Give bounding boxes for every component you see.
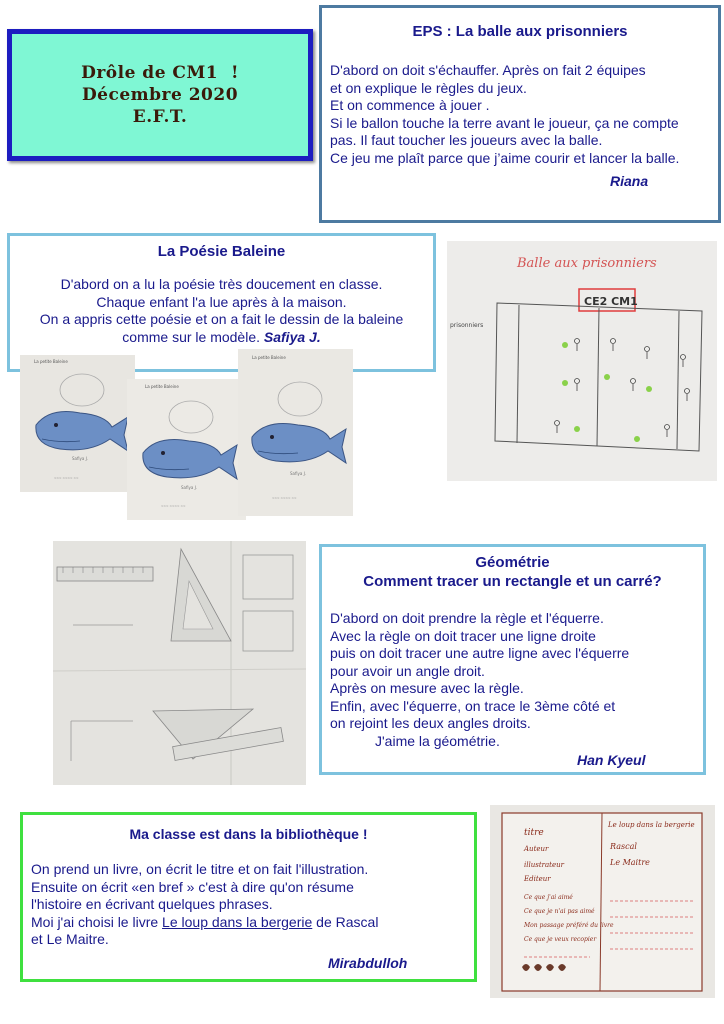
sheet-value: Rascal [610,842,637,851]
drawing-side-note: prisonniers [450,322,484,329]
eps-line: Si le ballon touche la terre avant le joueur, ça ne compte [330,114,679,131]
poesie-author: Safiya J. [263,328,321,345]
title-line-1: Drôle de CM1 ! [81,63,239,83]
geometrie-subtitle: Comment tracer un rectangle et un carré? [363,573,662,590]
sheet-book-title: Le loup dans la bergerie [608,821,695,829]
title-line-3: E.F.T. [132,107,188,127]
poesie-line: Chaque enfant l'a lue après à la maison. [96,293,347,310]
newsletter-title-box [7,29,313,161]
book-sheet-photo [490,805,715,998]
bibliotheque-article [20,812,477,982]
geometry-photo [53,541,306,785]
poesie-line: D'abord on a lu la poésie très doucement en classe. [60,276,383,292]
svg-text:≈≈≈ ≈≈≈≈ ≈≈: ≈≈≈ ≈≈≈≈ ≈≈ [272,496,297,500]
eps-line: pas. Il faut toucher les joueurs avec la balle. [330,132,603,148]
whale-signature: Safiya J. [181,485,198,490]
geometrie-line: pour avoir un angle droit. [330,662,485,679]
sheet-value: Le Maitre [610,858,650,867]
svg-text:≈≈≈ ≈≈≈≈ ≈≈: ≈≈≈ ≈≈≈≈ ≈≈ [161,504,186,508]
geometrie-line: puis on doit tracer une autre ligne avec l'équerre [330,645,630,661]
choice-suffix: de Rascal [312,913,379,930]
bibliotheque-author: Mirabdulloh [328,955,408,971]
poesie-line [18,329,425,347]
whale-signature: Safiya J. [72,456,89,461]
geometrie-article [319,544,706,775]
whale-caption: La petite Baleine [34,359,68,364]
eps-line: Ce jeu me plaît parce que j’aime courir et lancer la balle. [330,149,680,166]
whale-caption: La petite Baleine [252,355,286,360]
svg-text:≈≈≈ ≈≈≈≈ ≈≈: ≈≈≈ ≈≈≈≈ ≈≈ [54,476,79,480]
whale-drawing-photo [20,355,135,492]
drawing-heading: Balle aux prisonniers [517,256,657,271]
geometrie-line: on rejoint les deux angles droits. [330,715,531,731]
bibliotheque-line: et Le Maitre. [31,931,109,947]
eps-author: Riana [610,173,649,189]
sheet-label: Mon passage préféré du livre [524,922,614,929]
whale-signature: Safiya J. [290,471,307,476]
geometrie-line: Avec la règle on doit tracer une ligne droite [330,627,596,644]
choice-prefix: Moi j'ai choisi le livre [31,913,163,930]
geometrie-closing: J'aime la géométrie. [375,732,500,749]
geometrie-line: Enfin, avec l'équerre, on trace le 3ème côté et [330,697,616,714]
eps-line: et on explique le règles du jeux. [330,79,527,96]
geometrie-line: D'abord on doit prendre la règle et l'équerre. [330,610,604,626]
bibliotheque-line: On prend un livre, on écrit le titre et on fait l'illustration. [31,861,369,877]
poesie-title: La Poésie Baleine [157,243,286,260]
sheet-label: Ce que je veux recopier [524,936,597,943]
eps-line: D'abord on doit s'échauffer. Après on fait 2 équipes [330,62,646,78]
sheet-label: Editeur [524,875,551,883]
bibliotheque-title: Ma classe est dans la bibliothèque ! [129,826,368,842]
geometrie-title: Géométrie [475,554,550,571]
sheet-label: Ce que je n'ai pas aimé [524,908,595,915]
sheet-label: illustrateur [524,861,564,869]
book-title: Le loup dans la bergerie [162,913,313,930]
poesie-article [7,233,436,372]
sheet-label: Auteur [524,845,549,853]
ball-game-drawing-photo [447,241,717,481]
bibliotheque-choice-line [31,914,466,932]
poesie-line: On a appris cette poésie et on a fait le dessin de la baleine [39,311,404,327]
eps-title: EPS : La balle aux prisonniers [412,23,628,40]
bibliotheque-line: Ensuite on écrit «en bref » c'est à dire qu'on résume [31,878,354,895]
sheet-label: Ce que j'ai aimé [524,894,573,901]
title-line-2: Décembre 2020 [81,85,239,105]
bibliotheque-line: l'histoire en écrivant quelques phrases. [31,896,273,912]
whale-caption: La petite Baleine [145,384,179,389]
poesie-last-line: comme sur le modèle. [122,328,260,345]
geometrie-author: Han Kyeul [577,752,646,768]
drawing-label: CE2 CM1 [584,295,638,308]
eps-article [319,5,721,223]
eps-line: Et on commence à jouer . [330,97,490,113]
geometrie-line: Après on mesure avec la règle. [330,680,524,696]
whale-drawing-photo [238,349,353,516]
sheet-label: titre [524,828,544,838]
whale-drawing-photo [127,379,246,520]
